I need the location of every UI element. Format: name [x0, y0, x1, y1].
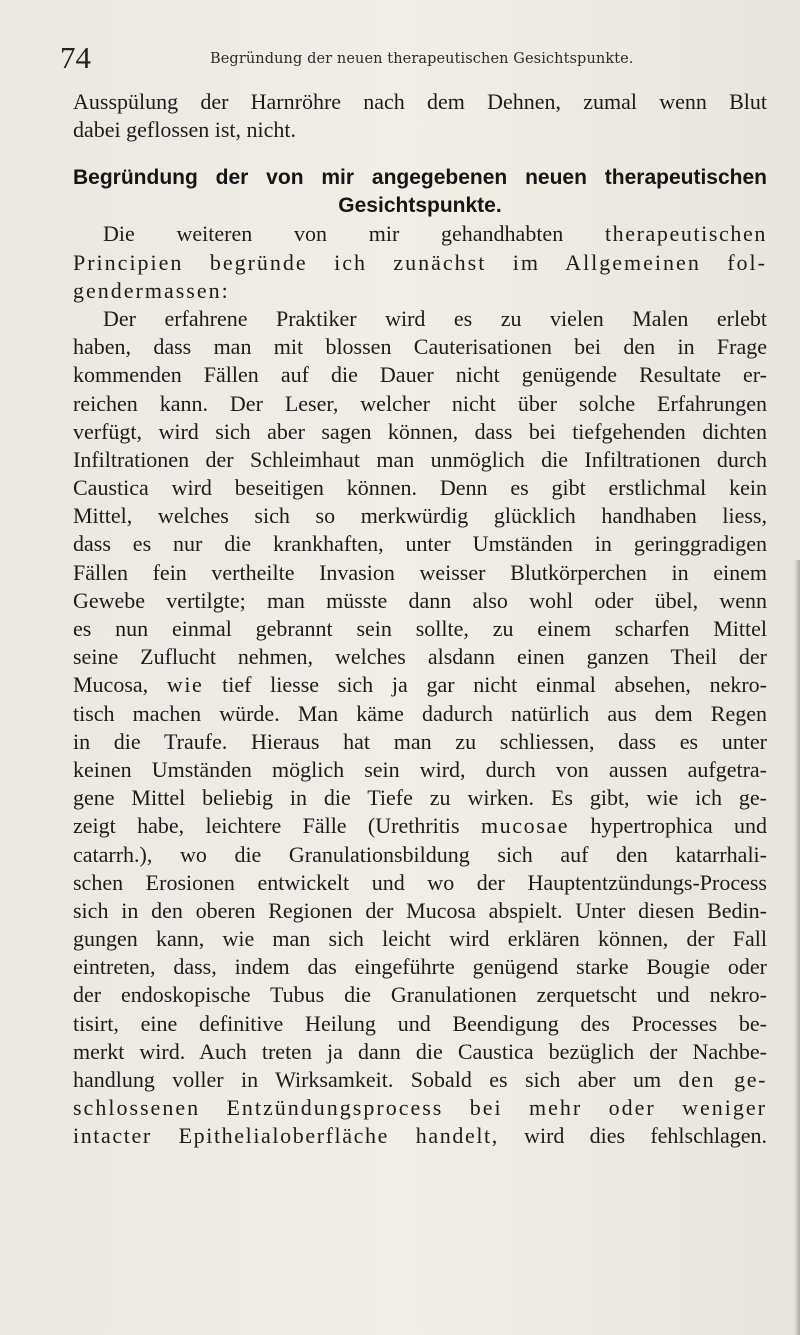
text-line: Der erfahrene Praktiker wird es zu vielen Malen erlebt: [103, 305, 767, 331]
page-number: 74: [60, 40, 91, 75]
text-line: schlossenen Entzündungsprocess bei mehr oder weniger: [73, 1095, 767, 1121]
body-text: [73, 88, 767, 1151]
text-line: Principien begründe ich zunächst im Allgemeinen fol-: [73, 249, 767, 275]
text-line: dabei geflossen ist, nicht.: [73, 117, 297, 143]
spaced-text: intacter Epithelialoberfläche handelt,: [73, 1123, 499, 1149]
text-line: haben, dass man mit blossen Cauterisationen bei den in Frage: [73, 334, 767, 360]
text-line: catarrh.), wo die Granulationsbildung sich auf den katarrhali-: [73, 841, 767, 867]
text-line: keinen Umständen möglich sein wird, durch von aussen aufgetra-: [73, 756, 767, 782]
text-line: Gewebe vertilgte; man müsste dann also wohl oder übel, wenn: [73, 587, 767, 613]
running-head: Begründung der neuen therapeutischen Gesichtspunkte.: [210, 51, 634, 67]
text-line: gendermassen:: [73, 277, 230, 303]
text-line: [73, 1066, 767, 1094]
page-header: [60, 38, 760, 78]
text-span: tief liesse sich ja gar nicht einmal absehen, nekro-: [203, 672, 767, 698]
text-line: in die Traufe. Hieraus hat man zu schliessen, dass es unter: [73, 728, 767, 754]
text-line: [73, 220, 767, 248]
spaced-text: therapeutischen: [604, 221, 767, 247]
text-line: dass es nur die krankhaften, unter Umständen in geringgradigen: [73, 531, 767, 557]
text-span: handlung voller in Wirksamkeit. Sobald es sich aber um: [73, 1067, 679, 1092]
text-line: eintreten, dass, indem das eingeführte genügend starke Bougie oder: [73, 954, 767, 980]
spacer: [73, 144, 767, 164]
text-line: verfügt, wird sich aber sagen können, dass bei tiefgehenden dichten: [73, 418, 767, 444]
text-line: [73, 671, 767, 699]
text-span: wird dies fehlschlagen.: [498, 1123, 767, 1149]
text-line: Mittel, welches sich so merkwürdig glücklich handhaben liess,: [73, 503, 767, 529]
text-line: seine Zuflucht nehmen, welches alsdann einen ganzen Theil der: [73, 644, 767, 670]
spaced-text: wie: [166, 672, 204, 698]
spaced-text: den ge-: [678, 1067, 767, 1092]
text-line: merkt wird. Auch treten ja dann die Caustica bezüglich der Nachbe-: [73, 1038, 767, 1064]
section-heading-line-2: Gesichtspunkte.: [338, 194, 502, 218]
text-line: tisirt, eine definitive Heilung und Beendigung des Processes be-: [73, 1010, 767, 1036]
text-line: schen Erosionen entwickelt und wo der Hauptentzündungs-Process: [73, 869, 767, 895]
section-heading-line-1: Begründung der von mir angegebenen neuen therapeutischen: [73, 166, 767, 190]
page-edge-shadow: [794, 560, 800, 1335]
text-span: Die weiteren von mir gehandhabten: [103, 221, 605, 247]
text-line: [73, 812, 767, 840]
text-span: Mucosa,: [73, 672, 167, 698]
spaced-text: mucosae: [480, 813, 570, 839]
text-line: Ausspülung der Harnröhre nach dem Dehnen, zumal wenn Blut: [73, 89, 767, 114]
text-span: hypertrophica und: [569, 813, 767, 839]
text-line: Caustica wird beseitigen können. Denn es gibt erstlichmal kein: [73, 475, 767, 501]
text-line: reichen kann. Der Leser, welcher nicht über solche Erfahrungen: [73, 390, 767, 416]
text-line: es nun einmal gebrannt sein sollte, zu einem scharfen Mittel: [73, 616, 767, 641]
text-line: Infiltrationen der Schleimhaut man unmöglich die Infiltrationen durch: [73, 446, 767, 472]
text-line: der endoskopische Tubus die Granulationen zerquetscht und nekro-: [73, 982, 767, 1008]
text-span: zeigt habe, leichtere Fälle (Urethritis: [73, 813, 481, 839]
text-line: gungen kann, wie man sich leicht wird erklären können, der Fall: [73, 926, 767, 952]
text-line: Fällen fein vertheilte Invasion weisser Blutkörperchen in einem: [73, 559, 767, 585]
text-line: tisch machen würde. Man käme dadurch natürlich aus dem Regen: [73, 700, 767, 726]
text-line: sich in den oberen Regionen der Mucosa abspielt. Unter diesen Bedin-: [73, 897, 767, 923]
text-line: [73, 1122, 767, 1150]
text-line: gene Mittel beliebig in die Tiefe zu wirken. Es gibt, wie ich ge-: [73, 785, 767, 811]
text-line: kommenden Fällen auf die Dauer nicht genügende Resultate er-: [73, 362, 767, 388]
